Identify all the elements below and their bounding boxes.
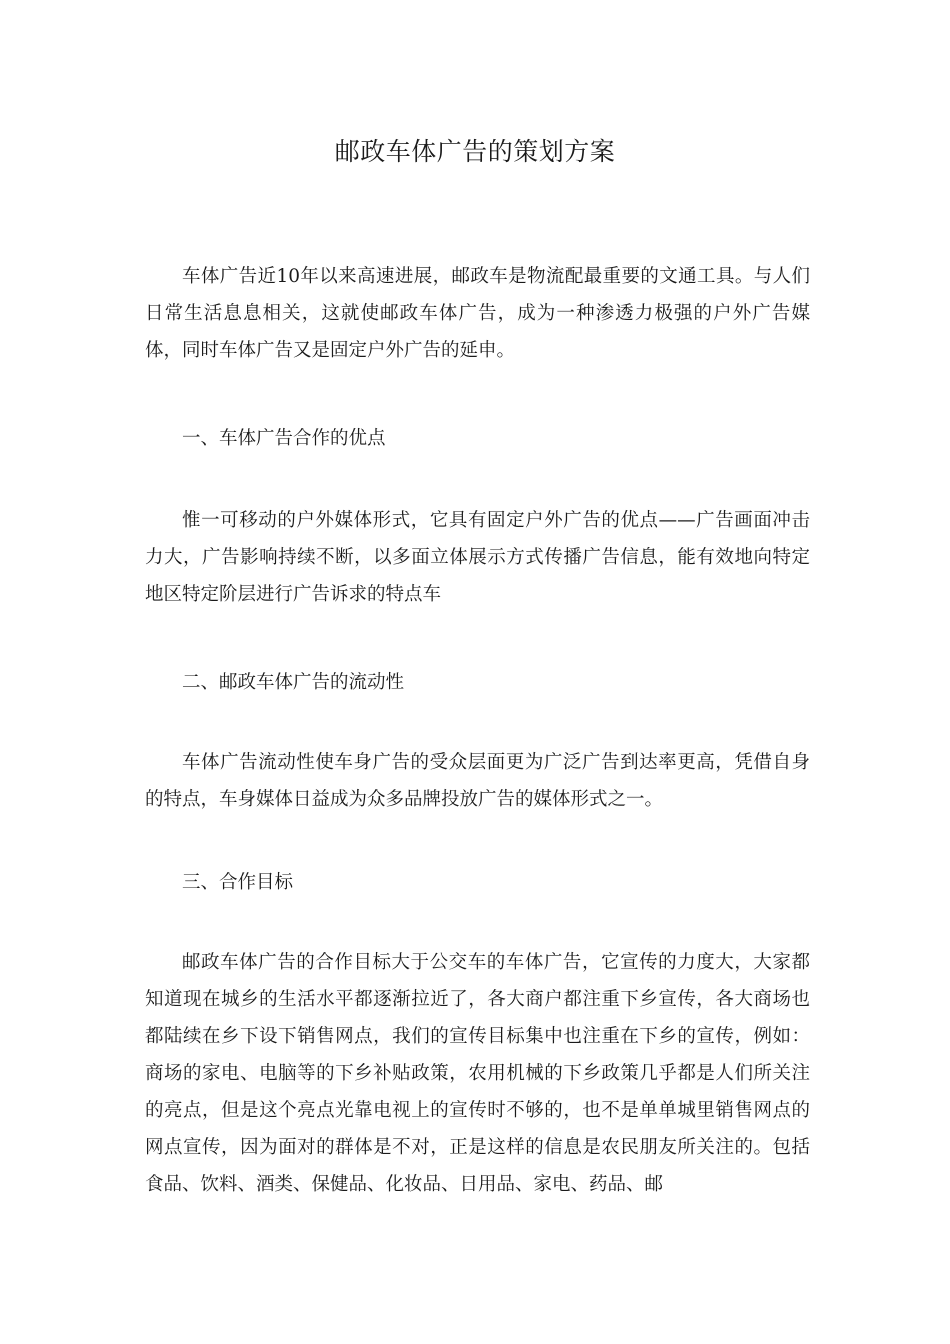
intro-paragraph: 车体广告近10年以来高速进展，邮政车是物流配最重要的文通工具。与人们日常生活息息相关，这就使邮政车体广告，成为一种渗透力极强的户外广告媒体，同时车体广告又是固定户外广告的延申。 <box>145 266 810 361</box>
section-heading-1: 一、车体广告合作的优点 <box>182 428 386 449</box>
section-body-3: 邮政车体广告的合作目标大于公交车的车体广告，它宣传的力度大，大家都知道现在城乡的生活水平都逐渐拉近了，各大商户都注重下乡宣传，各大商场也都陆续在乡下设下销售网点，我们的宣传目标集中也注重在下乡的宣传，例如：商场的家电、电脑等的下乡补贴政策，农用机械的下乡政策几乎都是人们所关注的亮点，但是这个亮点光靠电视上的宣传时不够的，也不是单单城里销售网点的网点宣传，因为面对的群体是不对，正是这样的信息是农民朋友所关注的。包括食品、饮料、酒类、保健品、化妆品、日用品、家电、药品、邮 <box>145 952 810 1195</box>
section-body-1: 惟一可移动的户外媒体形式，它具有固定户外广告的优点——广告画面冲击力大，广告影响持续不断，以多面立体展示方式传播广告信息，能有效地向特定地区特定阶层进行广告诉求的特点车 <box>145 510 810 605</box>
section-body-2: 车体广告流动性使车身广告的受众层面更为广泛广告到达率更高，凭借自身的特点，车身媒体日益成为众多品牌投放广告的媒体形式之一。 <box>145 752 810 810</box>
document-title: 邮政车体广告的策划方案 <box>334 137 616 166</box>
section-heading-2: 二、邮政车体广告的流动性 <box>182 672 405 693</box>
section-heading-3: 三、合作目标 <box>182 872 294 893</box>
